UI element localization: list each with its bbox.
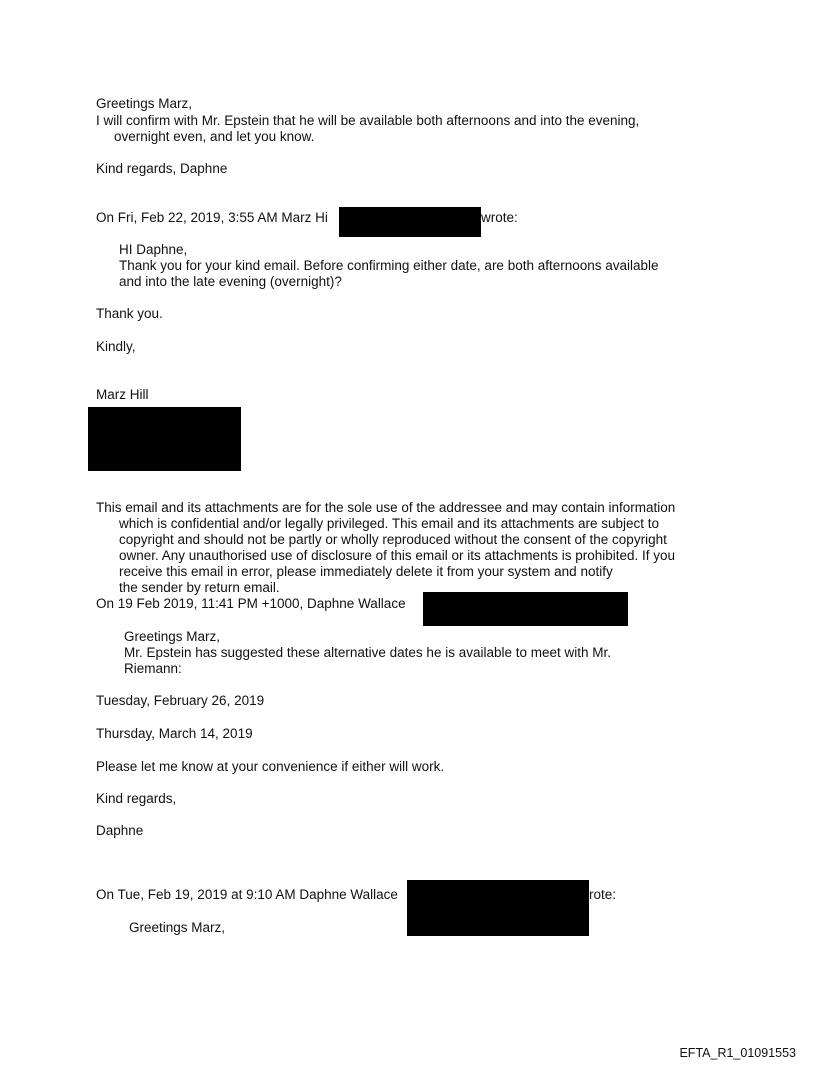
quote3-header: On Tue, Feb 19, 2019 at 9:10 AM Daphne Wallace [96,887,398,902]
quote2-body-line: Riemann: [124,661,182,676]
quote1-header: On Fri, Feb 22, 2019, 3:55 AM Marz Hi [96,210,328,225]
reply-body-line: I will confirm with Mr. Epstein that he will be available both afternoons and into the evening, [96,113,640,128]
reply-signoff: Kind regards, Daphne [96,161,228,176]
quote2-date: Tuesday, February 26, 2019 [96,693,265,708]
quote2-request: Please let me know at your convenience if either will work. [96,759,445,774]
redaction-box [423,592,628,626]
disclaimer-line: owner. Any unauthorised use of disclosure of this email or its attachments is prohibited. If you [119,548,676,563]
redaction-box [88,407,241,471]
disclaimer-line: which is confidential and/or legally privileged. This email and its attachments are subject to [119,516,660,531]
quote2-date: Thursday, March 14, 2019 [96,726,253,741]
disclaimer-line: copyright and should not be partly or wholly reproduced without the consent of the copyright [119,532,667,547]
disclaimer-line: This email and its attachments are for the sole use of the addressee and may contain information [96,500,676,515]
disclaimer-line: the sender by return email. [119,580,280,595]
quote1-header-suffix: wrote: [481,210,518,225]
reply-greeting: Greetings Marz, [96,96,193,111]
quote1-body-line: Thank you for your kind email. Before confirming either date, are both afternoons available [119,258,659,273]
quote1-thanks: Thank you. [96,306,163,321]
quote2-greeting: Greetings Marz, [124,629,221,644]
reply-body-line: overnight even, and let you know. [114,129,315,144]
redaction-box [407,880,589,936]
quote2-closing: Kind regards, [96,791,177,806]
quote3-header-suffix: rote: [589,887,617,902]
redaction-box [339,207,481,237]
quote1-body-line: and into the late evening (overnight)? [119,274,342,289]
quote3-greeting: Greetings Marz, [129,920,226,935]
quote2-header: On 19 Feb 2019, 11:41 PM +1000, Daphne Wallace [96,596,406,611]
quote1-closing: Kindly, [96,339,136,354]
bates-number: EFTA_R1_01091553 [679,1046,796,1060]
quote2-name: Daphne [96,823,144,838]
quote1-signature-name: Marz Hill [96,387,149,402]
quote1-salutation: HI Daphne, [119,242,188,257]
quote2-body-line: Mr. Epstein has suggested these alternative dates he is available to meet with Mr. [124,645,612,660]
disclaimer-line: receive this email in error, please immediately delete it from your system and notify [119,564,613,579]
